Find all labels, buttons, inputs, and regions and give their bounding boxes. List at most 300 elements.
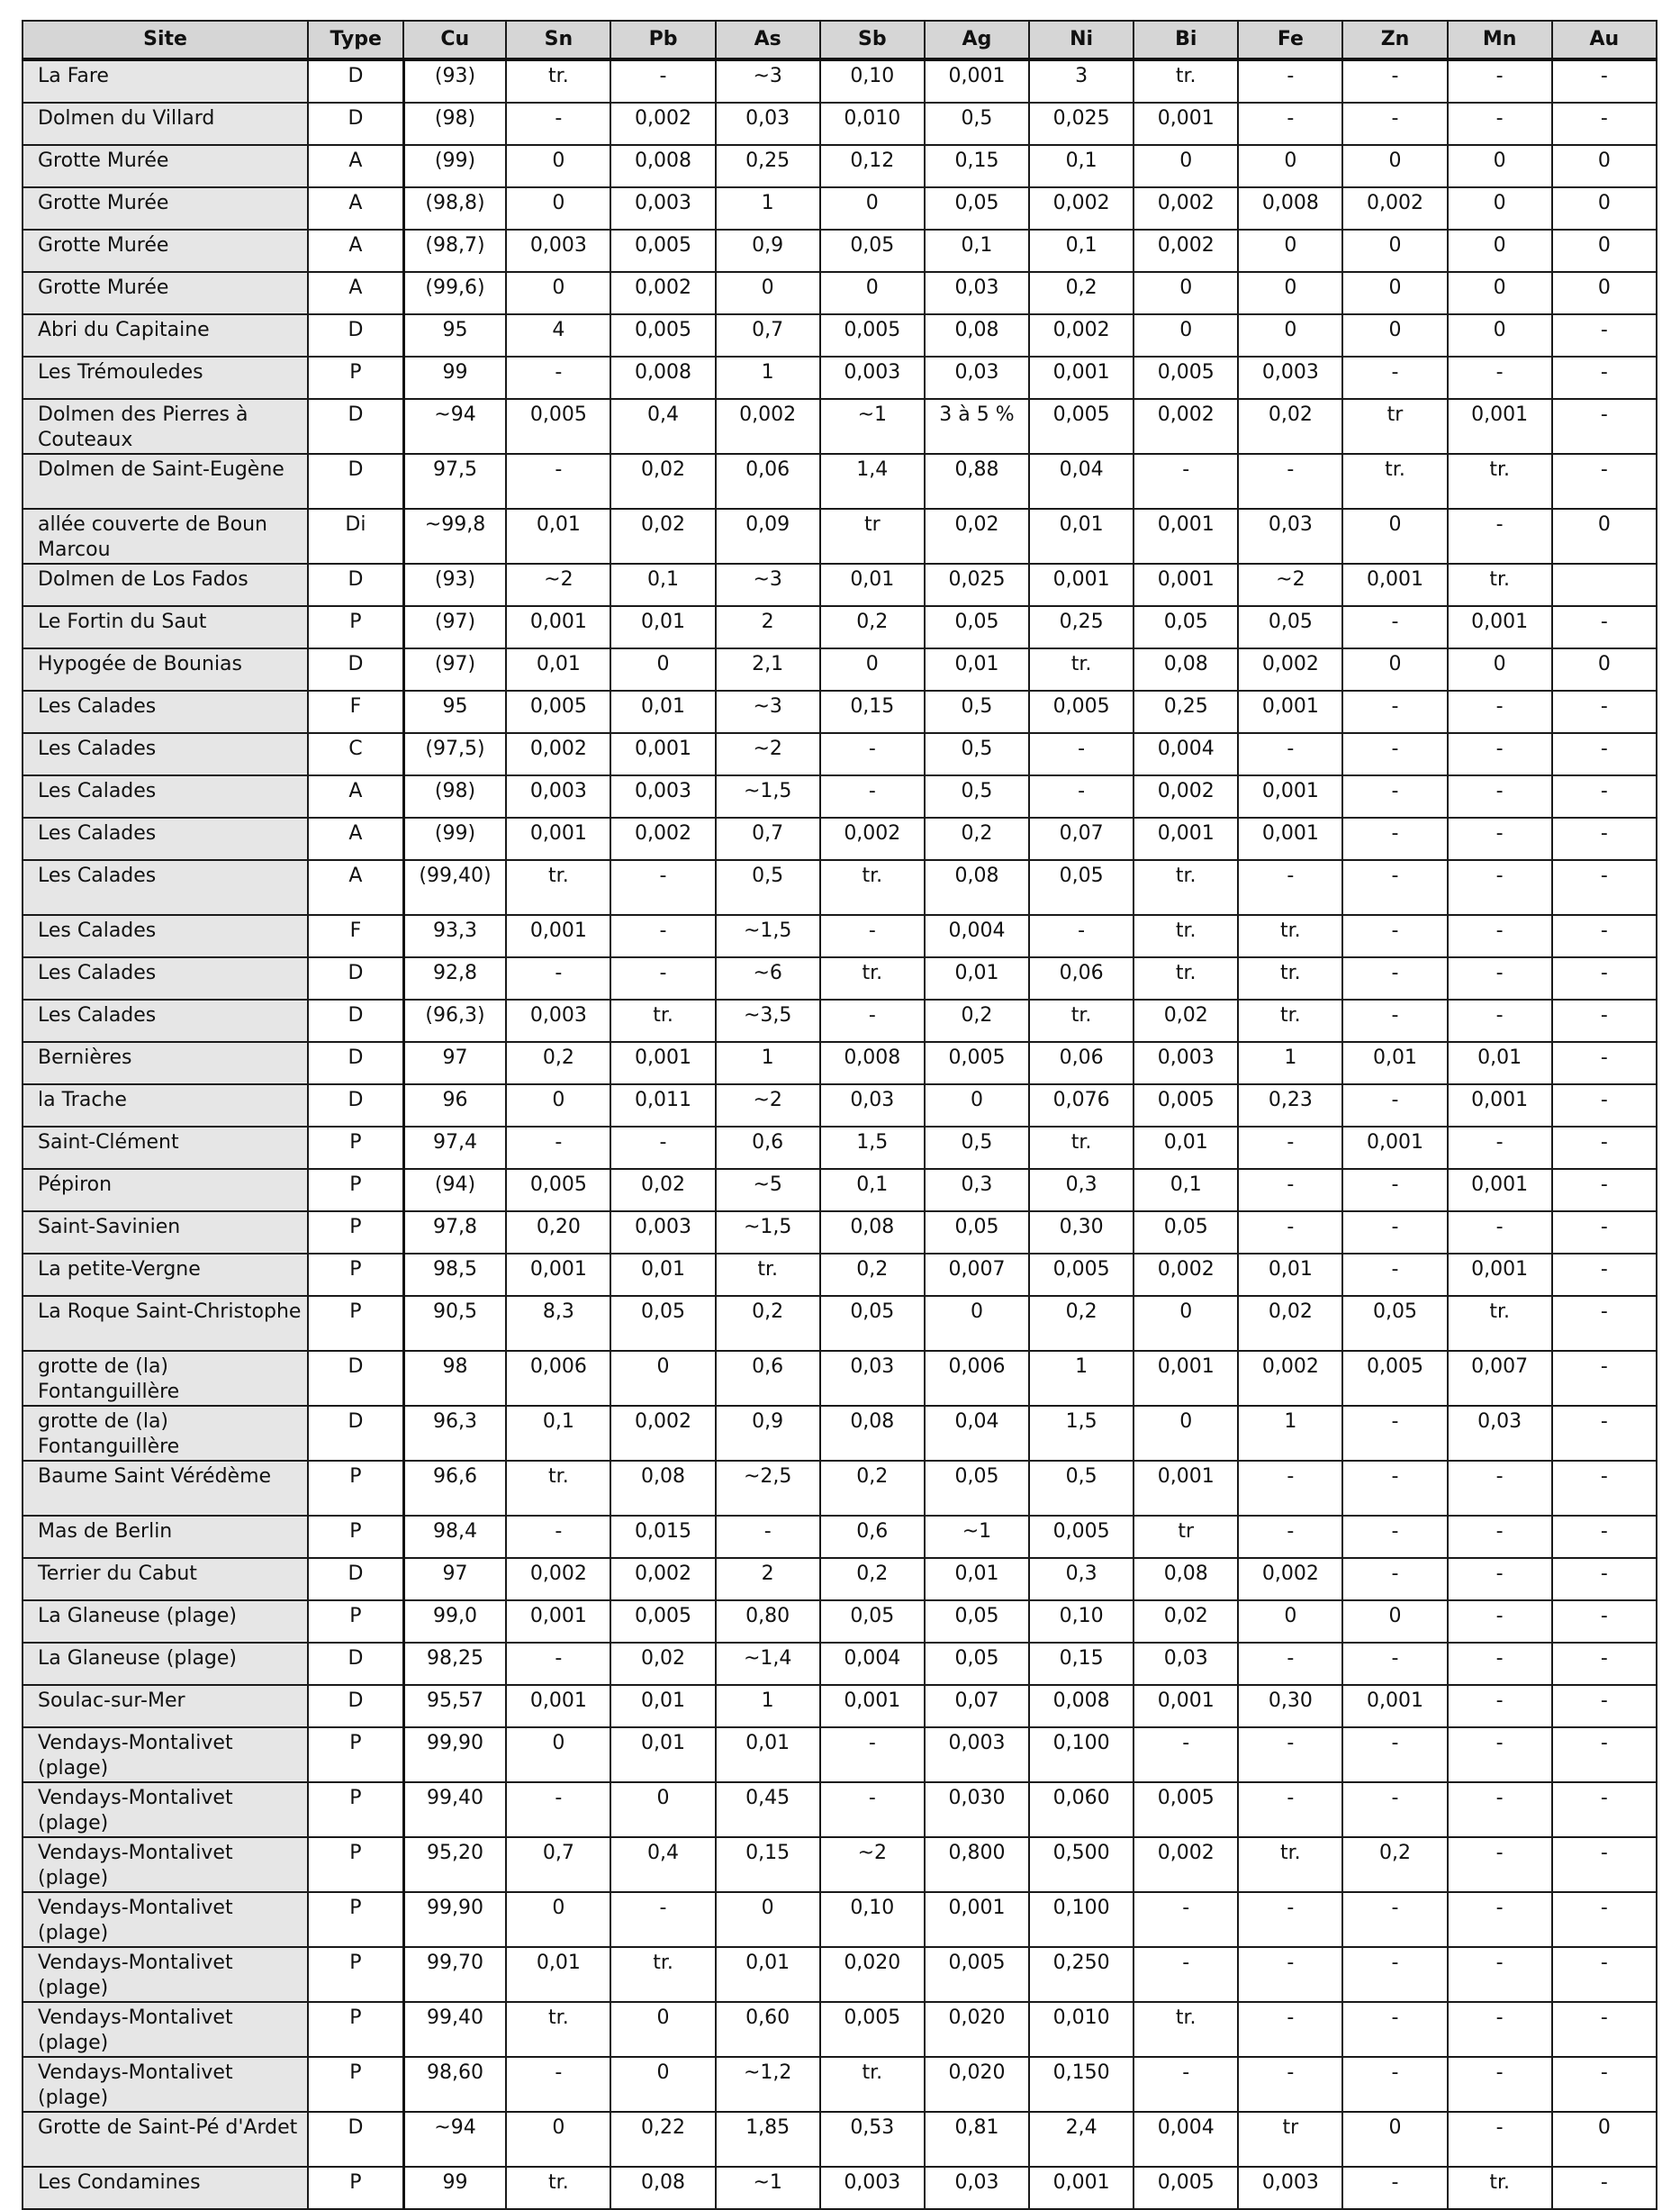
- cell-fe: 0: [1238, 314, 1342, 357]
- cell-type: D: [308, 1558, 403, 1600]
- cell-ag: 0,02: [925, 509, 1029, 564]
- cell-ni: 0,001: [1029, 2167, 1134, 2209]
- cell-bi: 0,002: [1134, 187, 1238, 230]
- cell-as: 0,01: [716, 1727, 820, 1782]
- cell-bi: 0,08: [1134, 648, 1238, 691]
- cell-as: ~2: [716, 733, 820, 775]
- column-header-fe: Fe: [1238, 21, 1342, 59]
- cell-au: -: [1552, 1727, 1657, 1782]
- cell-sb: tr: [820, 509, 925, 564]
- cell-mn: 0: [1448, 272, 1552, 314]
- cell-ni: 0,100: [1029, 1892, 1134, 1947]
- cell-ag: 0,05: [925, 606, 1029, 648]
- cell-ag: 0,5: [925, 691, 1029, 733]
- cell-fe: 0,003: [1238, 2167, 1342, 2209]
- cell-pb: 0,008: [610, 145, 715, 187]
- cell-fe: 0: [1238, 1600, 1342, 1643]
- cell-cu: 99,0: [403, 1600, 506, 1643]
- cell-sn: 0,001: [506, 606, 610, 648]
- cell-ag: 0,001: [925, 59, 1029, 103]
- cell-fe: 0,003: [1238, 357, 1342, 399]
- cell-pb: 0,011: [610, 1084, 715, 1127]
- cell-pb: 0,001: [610, 1042, 715, 1084]
- cell-site: La Fare: [23, 59, 308, 103]
- cell-sn: 0,003: [506, 1000, 610, 1042]
- cell-mn: -: [1448, 1782, 1552, 1837]
- cell-bi: -: [1134, 454, 1238, 509]
- cell-pb: 0,002: [610, 1406, 715, 1461]
- cell-sb: 0,008: [820, 1042, 925, 1084]
- cell-mn: tr.: [1448, 454, 1552, 509]
- cell-au: 0: [1552, 187, 1657, 230]
- cell-mn: -: [1448, 775, 1552, 818]
- cell-sb: 0,6: [820, 1516, 925, 1558]
- cell-ni: 1: [1029, 1351, 1134, 1406]
- cell-zn: -: [1342, 1892, 1447, 1947]
- cell-ni: 0,10: [1029, 1600, 1134, 1643]
- cell-site: grotte de (la) Fontanguillère: [23, 1406, 308, 1461]
- table-row: [23, 1351, 1657, 1406]
- cell-as: ~3: [716, 59, 820, 103]
- cell-fe: 0,008: [1238, 187, 1342, 230]
- cell-au: -: [1552, 691, 1657, 733]
- cell-site: Baume Saint Vérédème: [23, 1461, 308, 1516]
- cell-pb: 0: [610, 1782, 715, 1837]
- cell-sn: tr.: [506, 2167, 610, 2209]
- cell-zn: tr.: [1342, 454, 1447, 509]
- cell-cu: 93,3: [403, 915, 506, 957]
- cell-au: -: [1552, 1254, 1657, 1296]
- cell-cu: 95,57: [403, 1685, 506, 1727]
- cell-cu: 98,5: [403, 1254, 506, 1296]
- cell-ni: tr.: [1029, 1127, 1134, 1169]
- cell-pb: 0,02: [610, 454, 715, 509]
- cell-cu: (97): [403, 648, 506, 691]
- cell-sn: 0,01: [506, 1947, 610, 2002]
- cell-type: A: [308, 145, 403, 187]
- cell-fe: 0: [1238, 230, 1342, 272]
- cell-zn: 0,001: [1342, 1127, 1447, 1169]
- column-header-site: Site: [23, 21, 308, 59]
- cell-ag: 0,5: [925, 103, 1029, 145]
- cell-site: Vendays-Montalivet (plage): [23, 2057, 308, 2112]
- cell-ni: 0,500: [1029, 1837, 1134, 1892]
- cell-mn: -: [1448, 59, 1552, 103]
- cell-pb: 0,003: [610, 187, 715, 230]
- cell-site: la Trache: [23, 1084, 308, 1127]
- cell-mn: -: [1448, 1685, 1552, 1727]
- cell-fe: -: [1238, 1947, 1342, 2002]
- cell-fe: 0,002: [1238, 648, 1342, 691]
- cell-mn: 0,03: [1448, 1406, 1552, 1461]
- cell-zn: 0: [1342, 272, 1447, 314]
- cell-au: -: [1552, 2057, 1657, 2112]
- cell-bi: 0: [1134, 1296, 1238, 1351]
- cell-sn: -: [506, 957, 610, 1000]
- cell-bi: -: [1134, 1947, 1238, 2002]
- cell-mn: 0,001: [1448, 1084, 1552, 1127]
- cell-ag: 0,01: [925, 957, 1029, 1000]
- cell-type: P: [308, 1837, 403, 1892]
- cell-site: Bernières: [23, 1042, 308, 1084]
- cell-sb: -: [820, 733, 925, 775]
- cell-fe: -: [1238, 454, 1342, 509]
- cell-cu: (97): [403, 606, 506, 648]
- cell-au: -: [1552, 1516, 1657, 1558]
- table-row: [23, 1296, 1657, 1351]
- cell-au: -: [1552, 915, 1657, 957]
- cell-fe: 0,01: [1238, 1254, 1342, 1296]
- cell-au: -: [1552, 399, 1657, 454]
- cell-fe: -: [1238, 860, 1342, 915]
- column-header-bi: Bi: [1134, 21, 1238, 59]
- cell-as: 0,5: [716, 860, 820, 915]
- cell-sb: 0,010: [820, 103, 925, 145]
- cell-zn: -: [1342, 1643, 1447, 1685]
- cell-ag: 0,05: [925, 1211, 1029, 1254]
- cell-sn: 0,01: [506, 509, 610, 564]
- column-header-sb: Sb: [820, 21, 925, 59]
- table-row: [23, 1727, 1657, 1782]
- table-row: [23, 1600, 1657, 1643]
- cell-pb: 0,01: [610, 1685, 715, 1727]
- cell-fe: -: [1238, 1643, 1342, 1685]
- cell-zn: -: [1342, 1169, 1447, 1211]
- cell-ni: 0,3: [1029, 1558, 1134, 1600]
- cell-sb: -: [820, 1782, 925, 1837]
- cell-as: 0,9: [716, 230, 820, 272]
- cell-site: Saint-Savinien: [23, 1211, 308, 1254]
- cell-cu: (94): [403, 1169, 506, 1211]
- cell-sb: 0,003: [820, 2167, 925, 2209]
- cell-cu: 99,70: [403, 1947, 506, 2002]
- table-row: [23, 2112, 1657, 2167]
- cell-mn: -: [1448, 2112, 1552, 2167]
- cell-sn: 0,1: [506, 1406, 610, 1461]
- cell-pb: 0,005: [610, 314, 715, 357]
- cell-site: Vendays-Montalivet (plage): [23, 2002, 308, 2057]
- cell-site: La Glaneuse (plage): [23, 1600, 308, 1643]
- cell-zn: -: [1342, 1727, 1447, 1782]
- cell-as: ~1: [716, 2167, 820, 2209]
- cell-as: 2: [716, 1558, 820, 1600]
- cell-type: P: [308, 2057, 403, 2112]
- table-row: [23, 1084, 1657, 1127]
- cell-fe: tr.: [1238, 957, 1342, 1000]
- cell-ni: -: [1029, 775, 1134, 818]
- cell-site: La Glaneuse (plage): [23, 1643, 308, 1685]
- cell-mn: tr.: [1448, 564, 1552, 606]
- cell-sn: 0,003: [506, 230, 610, 272]
- cell-sb: tr.: [820, 2057, 925, 2112]
- cell-ag: 0,004: [925, 915, 1029, 957]
- table-row: [23, 1406, 1657, 1461]
- table-row: [23, 454, 1657, 509]
- cell-pb: 0,4: [610, 1837, 715, 1892]
- cell-pb: 0,008: [610, 357, 715, 399]
- cell-site: Les Calades: [23, 860, 308, 915]
- cell-fe: 0,02: [1238, 1296, 1342, 1351]
- cell-as: 0,7: [716, 314, 820, 357]
- cell-zn: -: [1342, 1461, 1447, 1516]
- cell-bi: 0,02: [1134, 1000, 1238, 1042]
- cell-fe: -: [1238, 1127, 1342, 1169]
- cell-pb: 0,005: [610, 230, 715, 272]
- cell-bi: tr.: [1134, 957, 1238, 1000]
- table-row: [23, 1892, 1657, 1947]
- cell-type: D: [308, 454, 403, 509]
- cell-pb: -: [610, 957, 715, 1000]
- cell-type: D: [308, 1643, 403, 1685]
- cell-as: tr.: [716, 1254, 820, 1296]
- cell-ag: 0,020: [925, 2002, 1029, 2057]
- cell-au: -: [1552, 606, 1657, 648]
- cell-pb: 0,02: [610, 1643, 715, 1685]
- cell-type: P: [308, 1461, 403, 1516]
- cell-fe: 0,30: [1238, 1685, 1342, 1727]
- cell-bi: 0,002: [1134, 1837, 1238, 1892]
- cell-sb: 0,05: [820, 1600, 925, 1643]
- cell-as: ~3,5: [716, 1000, 820, 1042]
- cell-zn: 0: [1342, 314, 1447, 357]
- cell-au: -: [1552, 103, 1657, 145]
- cell-ag: 0,15: [925, 145, 1029, 187]
- cell-pb: -: [610, 59, 715, 103]
- table-row: [23, 272, 1657, 314]
- cell-as: ~1,5: [716, 1211, 820, 1254]
- cell-ni: 0,010: [1029, 2002, 1134, 2057]
- cell-pb: 0: [610, 648, 715, 691]
- cell-ag: 0,05: [925, 187, 1029, 230]
- cell-as: 0,002: [716, 399, 820, 454]
- cell-sb: 0,2: [820, 1254, 925, 1296]
- cell-mn: 0: [1448, 314, 1552, 357]
- cell-sb: 0,10: [820, 59, 925, 103]
- cell-cu: (93): [403, 564, 506, 606]
- cell-site: Dolmen des Pierres à Couteaux: [23, 399, 308, 454]
- cell-mn: tr.: [1448, 2167, 1552, 2209]
- cell-au: 0: [1552, 2112, 1657, 2167]
- cell-type: P: [308, 1296, 403, 1351]
- cell-bi: tr.: [1134, 860, 1238, 915]
- cell-au: -: [1552, 1042, 1657, 1084]
- cell-ni: 0,2: [1029, 272, 1134, 314]
- cell-cu: (96,3): [403, 1000, 506, 1042]
- cell-as: 2: [716, 606, 820, 648]
- cell-bi: tr.: [1134, 59, 1238, 103]
- cell-zn: -: [1342, 1516, 1447, 1558]
- cell-ag: 0,030: [925, 1782, 1029, 1837]
- cell-site: Grotte Murée: [23, 145, 308, 187]
- cell-ni: 0,008: [1029, 1685, 1134, 1727]
- cell-as: 0,45: [716, 1782, 820, 1837]
- cell-sb: 0,05: [820, 230, 925, 272]
- cell-as: 1: [716, 187, 820, 230]
- cell-ag: 0,03: [925, 2167, 1029, 2209]
- cell-as: ~3: [716, 691, 820, 733]
- cell-site: allée couverte de Boun Marcou: [23, 509, 308, 564]
- cell-sb: 1,5: [820, 1127, 925, 1169]
- cell-pb: tr.: [610, 1947, 715, 2002]
- cell-mn: -: [1448, 1516, 1552, 1558]
- cell-mn: 0: [1448, 648, 1552, 691]
- cell-as: ~1,5: [716, 915, 820, 957]
- cell-ni: 0,002: [1029, 187, 1134, 230]
- table-row: [23, 860, 1657, 915]
- cell-ag: 0,007: [925, 1254, 1029, 1296]
- cell-pb: 0,4: [610, 399, 715, 454]
- cell-site: Vendays-Montalivet (plage): [23, 1947, 308, 2002]
- cell-bi: 0,001: [1134, 1461, 1238, 1516]
- cell-au: -: [1552, 2002, 1657, 2057]
- cell-ni: 0,2: [1029, 1296, 1134, 1351]
- cell-mn: tr.: [1448, 1296, 1552, 1351]
- cell-type: P: [308, 1127, 403, 1169]
- cell-type: P: [308, 1516, 403, 1558]
- cell-ni: 0,005: [1029, 1516, 1134, 1558]
- cell-fe: 0,002: [1238, 1558, 1342, 1600]
- cell-as: 0,6: [716, 1351, 820, 1406]
- cell-ag: 0,003: [925, 1727, 1029, 1782]
- cell-cu: 98,60: [403, 2057, 506, 2112]
- cell-cu: ~94: [403, 2112, 506, 2167]
- cell-au: -: [1552, 1000, 1657, 1042]
- table-row: [23, 103, 1657, 145]
- cell-bi: 0,005: [1134, 1782, 1238, 1837]
- cell-pb: 0,003: [610, 1211, 715, 1254]
- cell-site: grotte de (la) Fontanguillère: [23, 1351, 308, 1406]
- cell-fe: -: [1238, 1211, 1342, 1254]
- cell-mn: -: [1448, 1000, 1552, 1042]
- cell-zn: -: [1342, 1406, 1447, 1461]
- cell-ag: ~1: [925, 1516, 1029, 1558]
- cell-cu: ~99,8: [403, 509, 506, 564]
- cell-sn: 0: [506, 1727, 610, 1782]
- cell-type: F: [308, 915, 403, 957]
- cell-sn: -: [506, 1127, 610, 1169]
- table-row: [23, 1461, 1657, 1516]
- cell-type: P: [308, 1947, 403, 2002]
- cell-as: 2,1: [716, 648, 820, 691]
- cell-mn: 0,007: [1448, 1351, 1552, 1406]
- cell-sn: 4: [506, 314, 610, 357]
- cell-sb: 0: [820, 272, 925, 314]
- cell-ni: 0,06: [1029, 1042, 1134, 1084]
- cell-sb: 0,005: [820, 2002, 925, 2057]
- cell-site: Vendays-Montalivet (plage): [23, 1892, 308, 1947]
- cell-pb: 0,08: [610, 2167, 715, 2209]
- cell-ni: 0,01: [1029, 509, 1134, 564]
- column-header-ag: Ag: [925, 21, 1029, 59]
- cell-mn: -: [1448, 2057, 1552, 2112]
- cell-ag: 0,01: [925, 1558, 1029, 1600]
- table-row: [23, 1516, 1657, 1558]
- cell-sn: 0: [506, 1084, 610, 1127]
- cell-type: D: [308, 957, 403, 1000]
- cell-site: Terrier du Cabut: [23, 1558, 308, 1600]
- cell-sn: 0,20: [506, 1211, 610, 1254]
- cell-pb: 0,001: [610, 733, 715, 775]
- cell-type: P: [308, 1727, 403, 1782]
- table-row: [23, 1254, 1657, 1296]
- cell-site: Pépiron: [23, 1169, 308, 1211]
- table-row: [23, 1127, 1657, 1169]
- cell-sb: 0: [820, 648, 925, 691]
- cell-sb: ~1: [820, 399, 925, 454]
- cell-pb: -: [610, 1127, 715, 1169]
- cell-ni: -: [1029, 733, 1134, 775]
- cell-sb: 0,01: [820, 564, 925, 606]
- cell-ag: 0,08: [925, 860, 1029, 915]
- cell-site: Soulac-sur-Mer: [23, 1685, 308, 1727]
- cell-as: 1: [716, 1042, 820, 1084]
- cell-au: -: [1552, 1685, 1657, 1727]
- table-row: [23, 1558, 1657, 1600]
- cell-zn: 0: [1342, 230, 1447, 272]
- cell-sb: 0,12: [820, 145, 925, 187]
- cell-au: -: [1552, 1296, 1657, 1351]
- cell-ag: 0,2: [925, 1000, 1029, 1042]
- cell-sb: 0: [820, 187, 925, 230]
- cell-zn: 0,002: [1342, 187, 1447, 230]
- table-row: [23, 957, 1657, 1000]
- cell-sn: 0: [506, 272, 610, 314]
- cell-ag: 0,04: [925, 1406, 1029, 1461]
- cell-bi: 0,001: [1134, 818, 1238, 860]
- column-header-pb: Pb: [610, 21, 715, 59]
- cell-sb: 0,15: [820, 691, 925, 733]
- table-row: [23, 1211, 1657, 1254]
- cell-ag: 0,05: [925, 1643, 1029, 1685]
- cell-sn: -: [506, 1782, 610, 1837]
- cell-ag: 0,5: [925, 1127, 1029, 1169]
- cell-mn: 0: [1448, 187, 1552, 230]
- cell-ni: 0,1: [1029, 230, 1134, 272]
- cell-cu: 97,8: [403, 1211, 506, 1254]
- cell-pb: 0,01: [610, 1727, 715, 1782]
- cell-as: 0,15: [716, 1837, 820, 1892]
- table-row: [23, 1947, 1657, 2002]
- cell-type: D: [308, 59, 403, 103]
- table-row: [23, 187, 1657, 230]
- cell-cu: 90,5: [403, 1296, 506, 1351]
- cell-mn: -: [1448, 1127, 1552, 1169]
- cell-ag: 0,08: [925, 314, 1029, 357]
- cell-fe: -: [1238, 2057, 1342, 2112]
- cell-site: Les Calades: [23, 818, 308, 860]
- cell-ni: tr.: [1029, 648, 1134, 691]
- cell-ni: 0,15: [1029, 1643, 1134, 1685]
- cell-type: A: [308, 818, 403, 860]
- cell-au: -: [1552, 1084, 1657, 1127]
- cell-mn: -: [1448, 1461, 1552, 1516]
- cell-ni: 0,25: [1029, 606, 1134, 648]
- cell-zn: -: [1342, 2167, 1447, 2209]
- cell-cu: (98): [403, 775, 506, 818]
- cell-bi: 0,004: [1134, 733, 1238, 775]
- cell-site: Le Fortin du Saut: [23, 606, 308, 648]
- cell-sn: 0,005: [506, 1169, 610, 1211]
- cell-sn: 0,002: [506, 1558, 610, 1600]
- cell-ag: 0,03: [925, 272, 1029, 314]
- cell-cu: 97: [403, 1042, 506, 1084]
- cell-ni: tr.: [1029, 1000, 1134, 1042]
- cell-fe: 0,03: [1238, 509, 1342, 564]
- cell-pb: -: [610, 915, 715, 957]
- cell-bi: 0,001: [1134, 564, 1238, 606]
- cell-pb: 0,02: [610, 509, 715, 564]
- cell-zn: -: [1342, 2057, 1447, 2112]
